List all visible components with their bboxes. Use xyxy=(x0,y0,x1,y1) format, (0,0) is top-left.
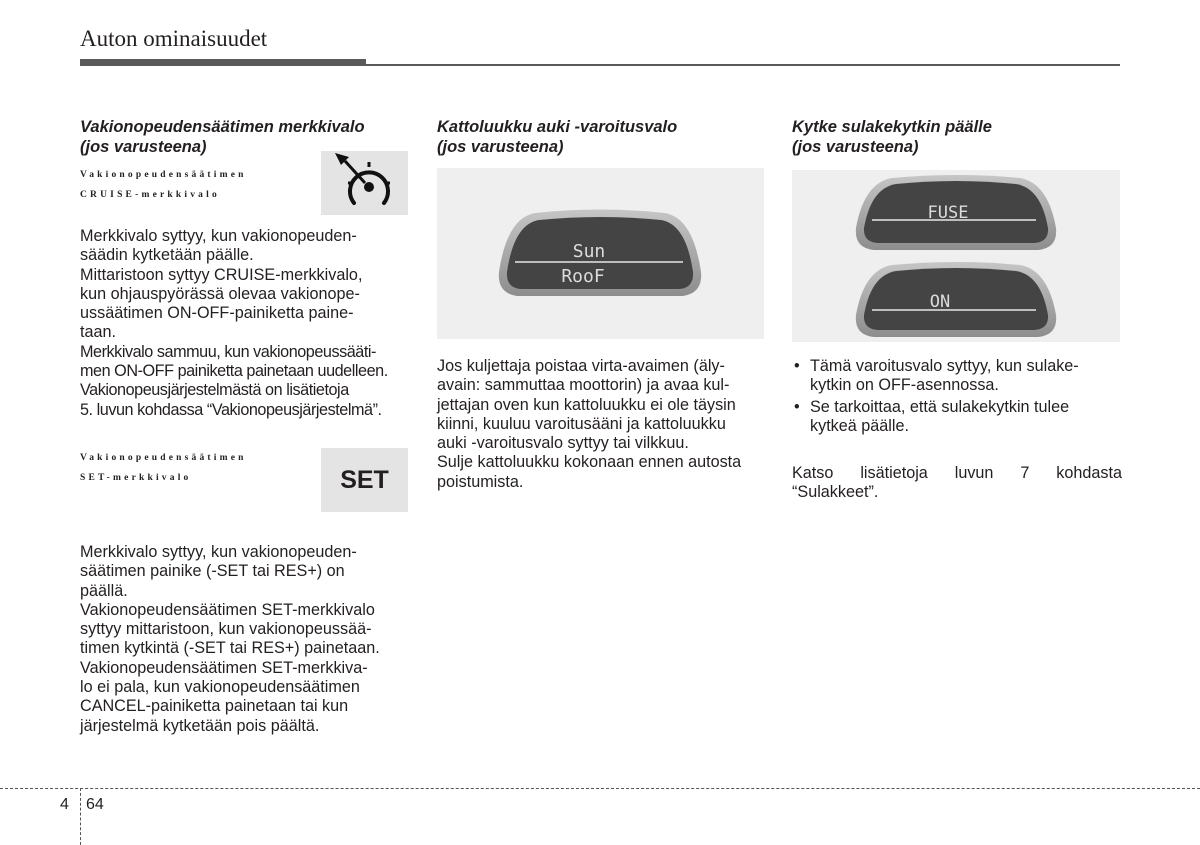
cruise-control-speedometer-icon xyxy=(321,151,408,215)
text-line: kiinni, kuuluu varoitusääni ja kattoluukku xyxy=(437,414,726,433)
heading-line: Vakionopeudensäätimen merkkivalo xyxy=(80,118,365,136)
cruise-indicator-box xyxy=(321,151,408,215)
cruise-description xyxy=(80,227,410,420)
list-item xyxy=(792,398,1122,437)
caption-line: Vakionopeudensäätimen xyxy=(80,453,247,463)
text-line: Mittaristoon syttyy CRUISE-merkkivalo, xyxy=(80,265,363,284)
text-line: Jos kuljettaja poistaa virta-avaimen (äly- xyxy=(437,357,725,375)
text-line: Vakionopeudensäätimen SET-merkkivalo xyxy=(80,600,375,619)
list-item xyxy=(792,357,1122,396)
text-line: CANCEL-painiketta painetaan tai kun xyxy=(80,697,349,716)
text-line: syttyy mittaristoon, kun vakionopeussää- xyxy=(80,620,372,639)
fuse-description xyxy=(792,464,1122,503)
text-line: men ON-OFF painiketta painetaan uudelleen. xyxy=(80,362,388,381)
fuse-bullet-list xyxy=(792,357,1122,438)
set-indicator-box xyxy=(321,448,408,512)
footer-rule xyxy=(0,788,1200,789)
fuse-display-photo xyxy=(792,170,1120,342)
page-header-title: Auton ominaisuudet xyxy=(80,26,268,51)
fuse-display-image xyxy=(792,170,1120,342)
heading-line: Kattoluukku auki -varoitusvalo xyxy=(437,118,678,136)
text-line: kytkeä päälle. xyxy=(810,416,909,435)
text-line: päällä. xyxy=(80,581,128,600)
caption-line: CRUISE-merkkivalo xyxy=(80,190,220,200)
bullet-icon: • xyxy=(794,397,800,416)
text-line: Merkkivalo syttyy, kun vakionopeuden- xyxy=(80,227,357,245)
display-text-sun: Sun xyxy=(572,241,606,262)
chapter-number: 4 xyxy=(60,796,69,813)
text-line: 5. luvun kohdassa “Vakionopeusjärjestelmä”. xyxy=(80,400,382,419)
text-line: Tämä varoitusvalo syttyy, kun sulake- xyxy=(810,357,1079,375)
display-text-on: ON xyxy=(929,292,951,312)
text-line: Katso lisätietoja luvun 7 kohdasta xyxy=(792,464,1122,482)
text-line: Vakionopeusjärjestelmästä on lisätietoja xyxy=(80,381,349,400)
header-rule-thin xyxy=(366,64,1120,66)
sunroof-section-heading xyxy=(437,117,677,157)
text-line: poistumista. xyxy=(437,472,524,491)
text-line: timen kytkintä (-SET tai RES+) painetaan. xyxy=(80,639,380,658)
fuse-section-heading xyxy=(792,117,992,157)
footer-divider xyxy=(80,788,81,845)
heading-line: (jos varusteena) xyxy=(792,138,919,156)
set-description xyxy=(80,543,410,736)
text-line: ussäätimen ON-OFF-painiketta paine- xyxy=(80,304,354,323)
text-line: säätimen painike (-SET tai RES+) on xyxy=(80,562,345,581)
text-line: “Sulakkeet”. xyxy=(792,483,879,502)
cruise-indicator-caption xyxy=(80,165,247,205)
caption-line: Vakionopeudensäätimen xyxy=(80,170,247,180)
heading-line: (jos varusteena) xyxy=(437,138,564,156)
text-line: kytkin on OFF-asennossa. xyxy=(810,376,999,395)
text-line: Merkkivalo sammuu, kun vakionopeussääti- xyxy=(80,342,376,361)
text-line: jettajan oven kun kattoluukku ei ole täysin xyxy=(437,395,736,414)
heading-line: Kytke sulakekytkin päälle xyxy=(792,118,992,136)
text-line: taan. xyxy=(80,323,117,342)
text-line: avain: sammuttaa moottorin) ja avaa kul- xyxy=(437,376,730,395)
set-indicator-label: SET xyxy=(340,465,389,494)
text-line: kun ohjauspyörässä olevaa vakionope- xyxy=(80,284,360,303)
sunroof-display-image xyxy=(437,168,764,339)
text-line: järjestelmä kytketään pois päältä. xyxy=(80,716,320,735)
text-line: auki -varoitusvalo syttyy tai vilkkuu. xyxy=(437,434,689,453)
text-line: lo ei pala, kun vakionopeudensäätimen xyxy=(80,678,360,697)
page-number: 64 xyxy=(86,796,104,813)
heading-line: (jos varusteena) xyxy=(80,138,207,156)
display-text-fuse: FUSE xyxy=(927,203,969,223)
sunroof-description xyxy=(437,357,767,492)
header-rule-thick xyxy=(80,59,366,66)
sunroof-display-photo xyxy=(437,168,764,339)
set-indicator-caption xyxy=(80,448,247,488)
text-line: Merkkivalo syttyy, kun vakionopeuden- xyxy=(80,543,357,561)
display-text-roof: RooF xyxy=(561,266,605,287)
text-line: Sulje kattoluukku kokonaan ennen autosta xyxy=(437,453,742,472)
caption-line: SET-merkkivalo xyxy=(80,473,192,483)
bullet-icon: • xyxy=(794,357,800,375)
text-line: Vakionopeudensäätimen SET-merkkiva- xyxy=(80,658,368,677)
text-line: säädin kytketään päälle. xyxy=(80,246,254,265)
text-line: Se tarkoittaa, että sulakekytkin tulee xyxy=(810,397,1070,416)
